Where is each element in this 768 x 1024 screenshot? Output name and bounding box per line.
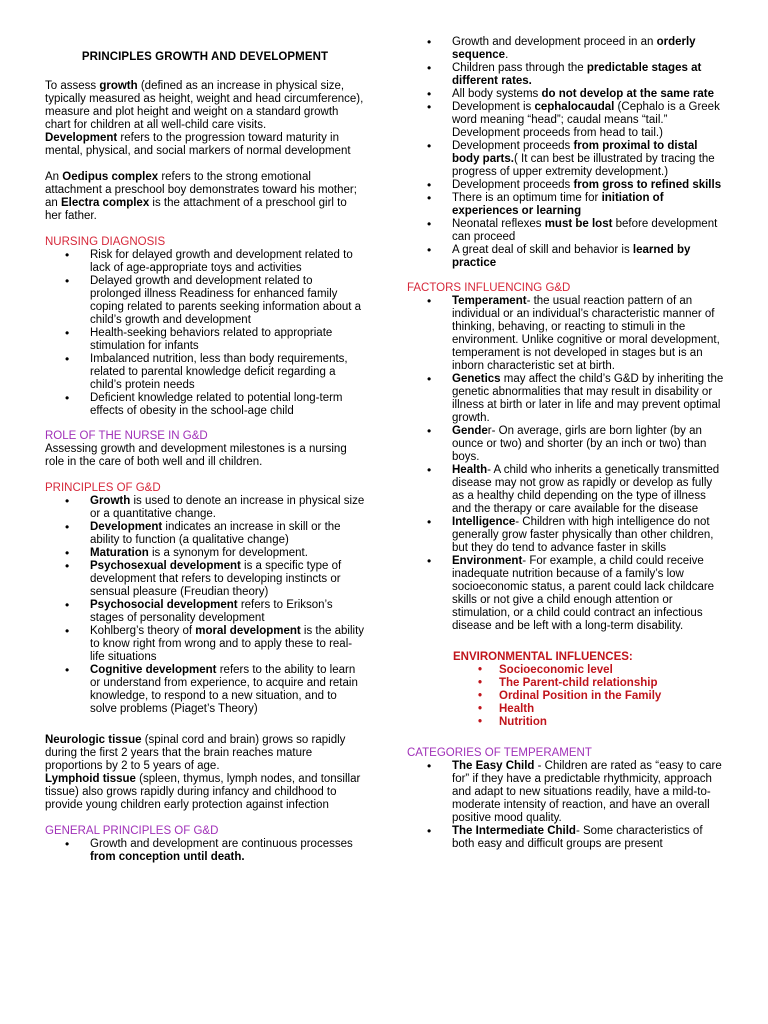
factors-list <box>407 295 725 633</box>
list-item: • The Parent-child relationship <box>407 677 725 690</box>
bold-term: Development <box>45 132 118 144</box>
list-item <box>407 101 725 140</box>
bold-term: growth <box>99 80 138 92</box>
list-item: • Deficient knowledge related to potential long-term effects of obesity in the school-age child <box>45 392 365 418</box>
list-item <box>407 36 725 62</box>
bold-term: from conception until death. <box>90 851 245 863</box>
list-item <box>407 464 725 516</box>
left-column <box>45 36 365 864</box>
text-span: Kohlberg’s theory of <box>90 625 196 637</box>
bold-term: Gende <box>452 425 488 437</box>
role-nurse-text: Assessing growth and development milestones is a nursing role in the care of both well and ill children. <box>45 443 347 468</box>
list-item <box>407 62 725 88</box>
text-span: - Children are rated as “easy to care for” if they have a predictable rhythmicity, approach and adapt to new situations readily, have a mild-to-moderate intensity of reaction, and have an overall positive mood quality. <box>452 760 722 824</box>
bold-term: moral development <box>195 625 301 637</box>
text-span: To assess <box>45 80 100 92</box>
bold-term: do not develop at the same rate <box>541 88 715 100</box>
text-span: refers to the ability to learn or understand from experience, to acquire and retain knowledge, to respond to a new situation, and to solve problems (Piaget’s Theory) <box>90 664 358 715</box>
text-span: (defined as an increase in physical size, typically measured as height, weight and head circumference), measure and plot height and weight on a standard growth chart for children at all well-child care visits. <box>45 80 364 131</box>
list-item <box>407 179 725 192</box>
bold-term: predictable stages at different rates. <box>452 62 702 87</box>
text-span: . <box>505 49 509 61</box>
list-item <box>407 825 725 851</box>
bold-term: The Intermediate Child <box>452 825 576 837</box>
text-span: An <box>45 171 63 183</box>
text-span: refers to the progression toward maturity in mental, physical, and social markers of normal development <box>45 132 351 157</box>
text-span: A great deal of skill and behavior is <box>452 244 633 256</box>
bold-term: Maturation <box>90 547 149 559</box>
bold-term: Temperament <box>452 295 527 307</box>
list-item: • Delayed growth and development related to prolonged illness Readiness for enhanced family coping related to parents seeking information about a child’s growth and development <box>45 275 365 327</box>
bold-term: Neurologic tissue <box>45 734 142 746</box>
text-span: is a synonym for development. <box>148 547 308 559</box>
list-item <box>407 244 725 270</box>
bold-term: Environment <box>452 555 523 567</box>
list-item: • Risk for delayed growth and development related to lack of age-appropriate toys and activities <box>45 249 365 275</box>
list-item <box>407 760 725 825</box>
bold-term: Psychosocial development <box>90 599 238 611</box>
text-span: Children pass through the <box>452 62 587 74</box>
general-principles-list-right <box>407 36 725 270</box>
text-span: before development can proceed <box>452 218 718 243</box>
bold-term: The Easy Child <box>452 760 535 772</box>
list-item <box>407 555 725 633</box>
text-span: r- On average, girls are born lighter (by an ounce or two) and shorter (by an inch or two) than boys. <box>452 425 707 463</box>
tissue-paragraph <box>45 734 365 812</box>
text-span: ( It can best be illustrated by tracing the progress of upper extremity development.) <box>452 153 715 178</box>
general-principles-heading: GENERAL PRINCIPLES OF G&D <box>45 825 219 837</box>
text-span: Neonatal reflexes <box>452 218 545 230</box>
list-item <box>45 625 365 664</box>
text-span: Growth and development are continuous processes <box>90 838 353 850</box>
text-span: All body systems <box>452 88 542 100</box>
intro-growth-paragraph <box>45 80 365 158</box>
page-title: PRINCIPLES GROWTH AND DEVELOPMENT <box>81 51 329 63</box>
nursing-diagnosis-list <box>45 249 365 418</box>
text-span: Growth and development proceed in an <box>452 36 657 48</box>
text-span: Development proceeds <box>452 140 574 152</box>
list-item <box>407 218 725 244</box>
list-item: • Socioeconomic level <box>407 664 725 677</box>
list-item <box>407 140 725 179</box>
list-item <box>45 838 365 864</box>
text-span: (spinal cord and brain) grows so rapidly during the first 2 years that the brain reaches mature proportions by 2 to 5 years of age. <box>45 734 346 772</box>
factors-heading: FACTORS INFLUENCING G&D <box>407 282 571 294</box>
text-span: Development is <box>452 101 535 113</box>
bold-term: Oedipus complex <box>62 171 159 183</box>
principles-list <box>45 495 365 716</box>
bold-term: from proximal to distal body parts. <box>452 140 698 165</box>
list-item <box>45 599 365 625</box>
text-span: refers to the strong emotional attachment a preschool boy demonstrates toward his mother; an <box>45 171 357 209</box>
bold-term: Growth <box>90 495 131 507</box>
list-item <box>407 516 725 555</box>
text-span: is used to denote an increase in physical size or a quantitative change. <box>90 495 365 520</box>
text-span: There is an optimum time for <box>452 192 602 204</box>
bold-term: initiation of experiences or learning <box>452 192 664 217</box>
text-span: - Some characteristics of both easy and difficult groups are present <box>452 825 703 850</box>
bold-term: orderly sequence <box>452 36 696 61</box>
text-span: - A child who inherits a genetically transmitted disease may not grow as rapidly or develop as fully as a healthy child depending on the type of illness and the therapy or care available for the disease <box>452 464 720 515</box>
list-item <box>45 560 365 599</box>
text-span: - For example, a child could receive inadequate nutrition because of a family’s low socioeconomic status, a parent could lack childcare skills or not give a child enough attention or stimulation, or a child could contract an infectious disease and be left with a long-term disability. <box>452 555 715 632</box>
list-item: • Imbalanced nutrition, less than body requirements, related to parental knowledge deficit regarding a child’s protein needs <box>45 353 365 392</box>
text-span: Development proceeds <box>452 179 574 191</box>
role-nurse-heading: ROLE OF THE NURSE IN G&D <box>45 430 208 442</box>
list-item: • Health <box>407 703 725 716</box>
text-span: is the attachment of a preschool girl to her father. <box>45 197 347 222</box>
text-span: - the usual reaction pattern of an individual or an individual’s characteristic manner of thinking, behaving, or reacting to stimuli in the environment. Unlike cognitive or moral development, temperament is not developed in stages but is an inborn characteristic set at birth. <box>452 295 720 372</box>
bold-term: Health <box>452 464 488 476</box>
list-item <box>407 88 725 101</box>
bold-term: cephalocaudal <box>534 101 615 113</box>
bold-term: Psychosexual development <box>90 560 241 572</box>
bold-term: Cognitive development <box>90 664 217 676</box>
text-span: - Children with high intelligence do not generally grow faster physically than other children, but they do tend to advance faster in skills <box>452 516 714 554</box>
list-item <box>45 495 365 521</box>
text-span: indicates an increase in skill or the ability to function (a qualitative change) <box>90 521 341 546</box>
list-item: • Nutrition <box>407 716 725 729</box>
text-span: refers to Erikson’s stages of personality development <box>90 599 333 624</box>
temperament-list <box>407 760 725 851</box>
bold-term: must be lost <box>544 218 613 230</box>
list-item <box>45 547 365 560</box>
environmental-list <box>407 664 725 729</box>
bold-term: Development <box>90 521 163 533</box>
text-span: (spleen, thymus, lymph nodes, and tonsillar tissue) also grows rapidly during infancy and childhood to provide young children early protection against infection <box>45 773 361 811</box>
text-span: may affect the child’s G&D by inheriting the genetic abnormalities that may result in disability or illness at birth or later in life and may prevent optimal growth. <box>452 373 724 424</box>
bold-term: Electra complex <box>61 197 150 209</box>
list-item <box>407 425 725 464</box>
list-item <box>45 664 365 716</box>
principles-heading: PRINCIPLES OF G&D <box>45 482 161 494</box>
nursing-diagnosis-heading: NURSING DIAGNOSIS <box>45 236 166 248</box>
text-span: is the ability to know right from wrong and to apply these to real-life situations <box>90 625 365 663</box>
text-span: (Cephalo is a Greek word meaning “head”; caudal means “tail.” Development proceeds from head to tail.) <box>452 101 720 139</box>
bold-term: Lymphoid tissue <box>45 773 136 785</box>
bold-term: learned by practice <box>452 244 691 269</box>
list-item <box>407 192 725 218</box>
list-item: • Health-seeking behaviors related to appropriate stimulation for infants <box>45 327 365 353</box>
bold-term: Intelligence <box>452 516 516 528</box>
list-item <box>407 373 725 425</box>
list-item <box>407 295 725 373</box>
general-principles-list-left <box>45 838 365 864</box>
environmental-heading: ENVIRONMENTAL INFLUENCES: <box>453 651 633 663</box>
oedipus-paragraph <box>45 171 365 223</box>
text-span: is a specific type of development that refers to developing instincts or sensual pleasure (Freudian theory) <box>90 560 342 598</box>
bold-term: from gross to refined skills <box>573 179 722 191</box>
right-column <box>407 36 725 851</box>
list-item: • Ordinal Position in the Family <box>407 690 725 703</box>
temperament-heading: CATEGORIES OF TEMPERAMENT <box>407 747 592 759</box>
list-item <box>45 521 365 547</box>
bold-term: Genetics <box>452 373 501 385</box>
